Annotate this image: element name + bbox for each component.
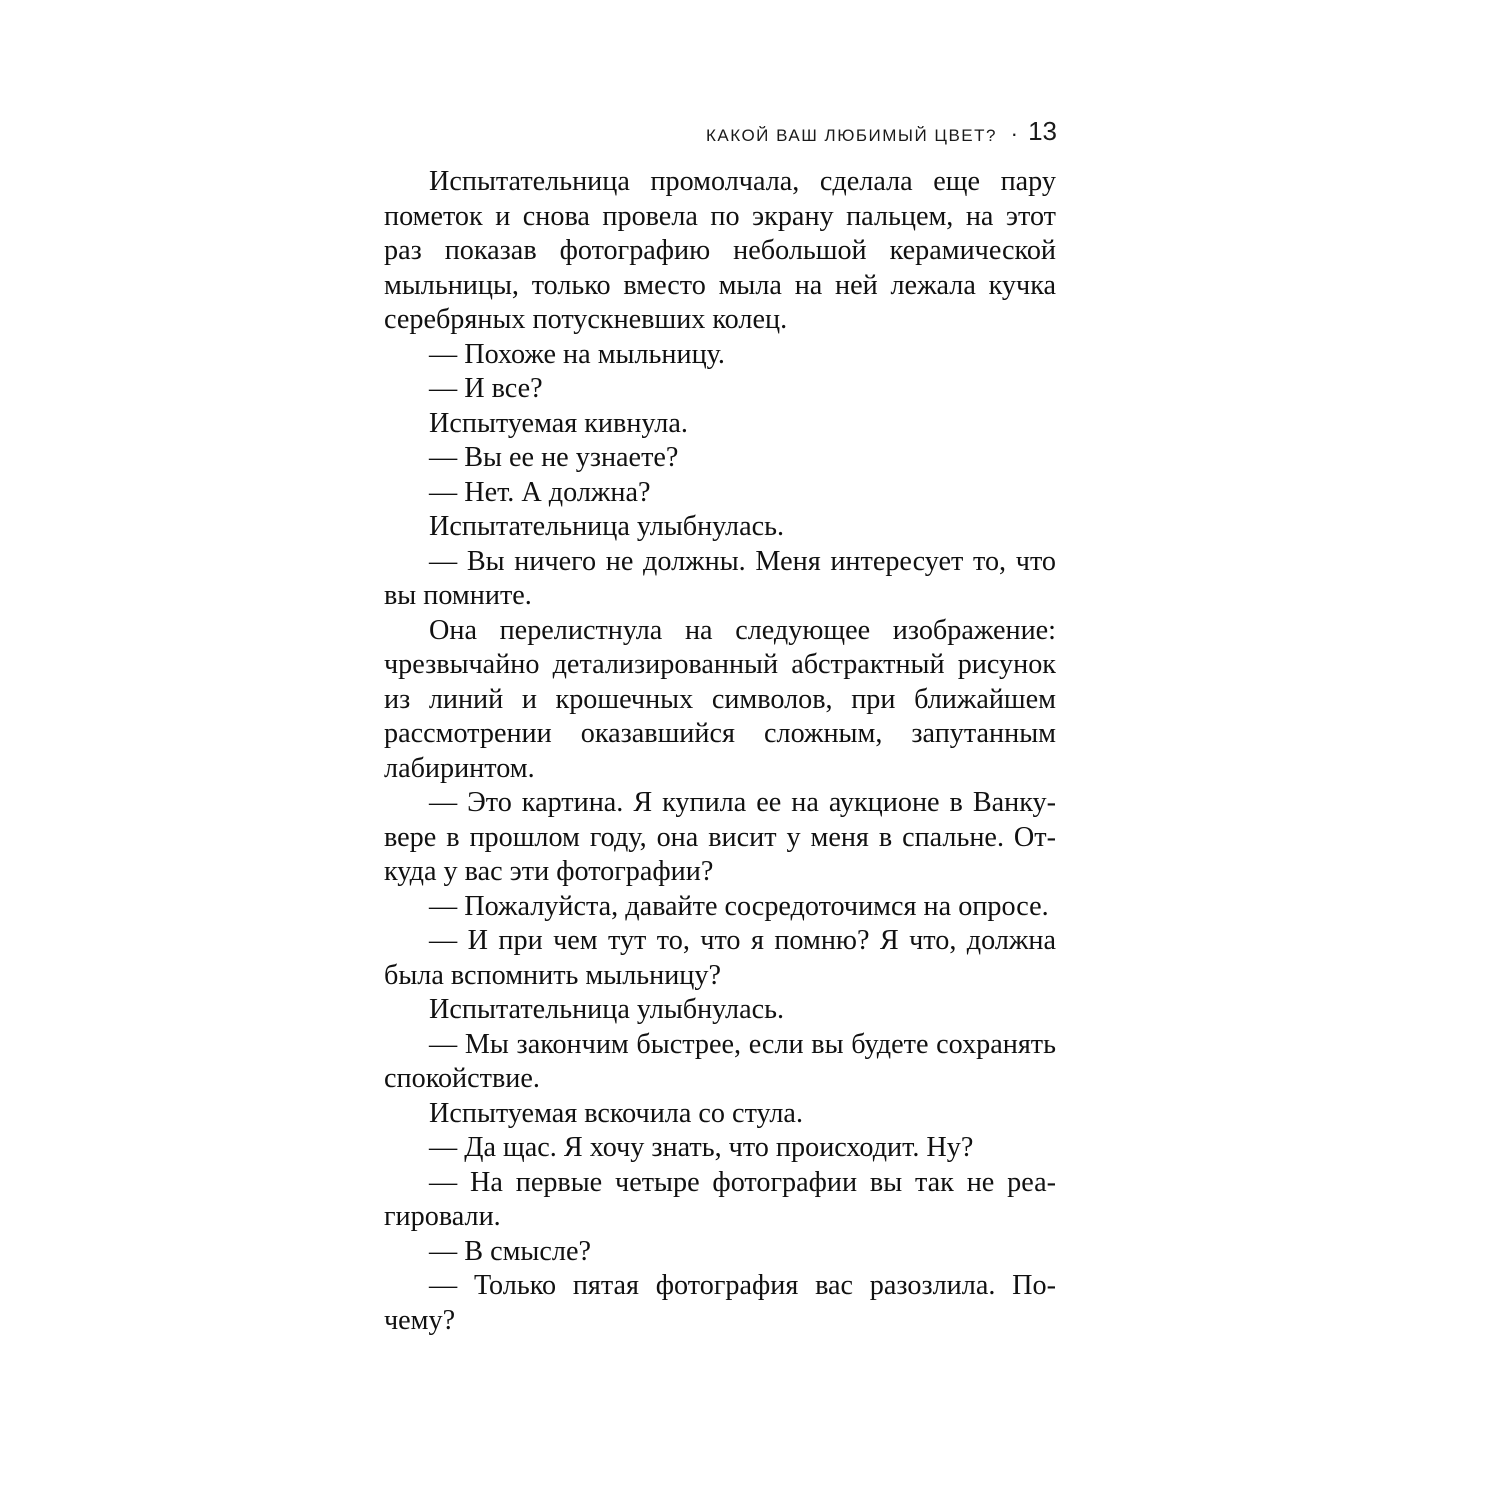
paragraph: — Только пятая фотография вас разозлила. Почему? [384, 1270, 1056, 1336]
paragraph: — Мы закончим быстрее, если вы будете сохранять спокойствие. [384, 1028, 1056, 1094]
paragraph: — Вы ничего не должны. Меня интересует то, что вы помните. [384, 545, 1056, 611]
page-number: 13 [1028, 116, 1057, 146]
paragraph: — В смысле? [429, 1235, 591, 1267]
paragraph: — И все? [429, 373, 543, 404]
body-text [384, 165, 1056, 1338]
paragraph: Испытательница улыбнулась. [429, 511, 785, 542]
running-head [0, 116, 1060, 146]
paragraph: — Вы ее не узнаете? [429, 442, 679, 473]
paragraph: Испытательница промолчала, сделала еще пару пометок и снова провела по экрану пальцем, на этот раз показав фотографию небольшой керамической мыльницы, только вместо мыла на ней лежала кучка серебряных потускневших колец. [384, 166, 1056, 335]
paragraph: Испытательница улыбнулась. [429, 994, 785, 1025]
paragraph: — Пожалуйста, давайте сосредоточимся на опросе. [429, 890, 1049, 922]
paragraph: — И при чем тут то, что я помню? Я что, должна была вспомнить мыльницу? [384, 925, 1056, 991]
paragraph: Испытуемая кивнула. [429, 407, 688, 439]
paragraph: Она перелистнула на следующее изображение: чрезвычайно детализированный абстрактный рисунок из линий и крошечных символов, при ближайшем рассмотрении оказавшийся сложным, запутанным лабиринтом. [384, 614, 1056, 784]
paragraph: — Да щас. Я хочу знать, что происходит. Ну? [429, 1132, 974, 1163]
paragraph: — Нет. А должна? [429, 476, 651, 508]
paragraph: Испытуемая вскочила со стула. [429, 1097, 803, 1129]
header-separator: · [1010, 121, 1018, 146]
chapter-title: КАКОЙ ВАШ ЛЮБИМЫЙ ЦВЕТ? [706, 126, 997, 145]
paragraph: — На первые четыре фотографии вы так не реагировали. [384, 1166, 1056, 1232]
paragraph: — Это картина. Я купила ее на аукционе в Ванкувере в прошлом году, она висит у меня в спальне. Откуда у вас эти фотографии? [384, 787, 1056, 887]
paragraph: — Похоже на мыльницу. [429, 338, 725, 370]
